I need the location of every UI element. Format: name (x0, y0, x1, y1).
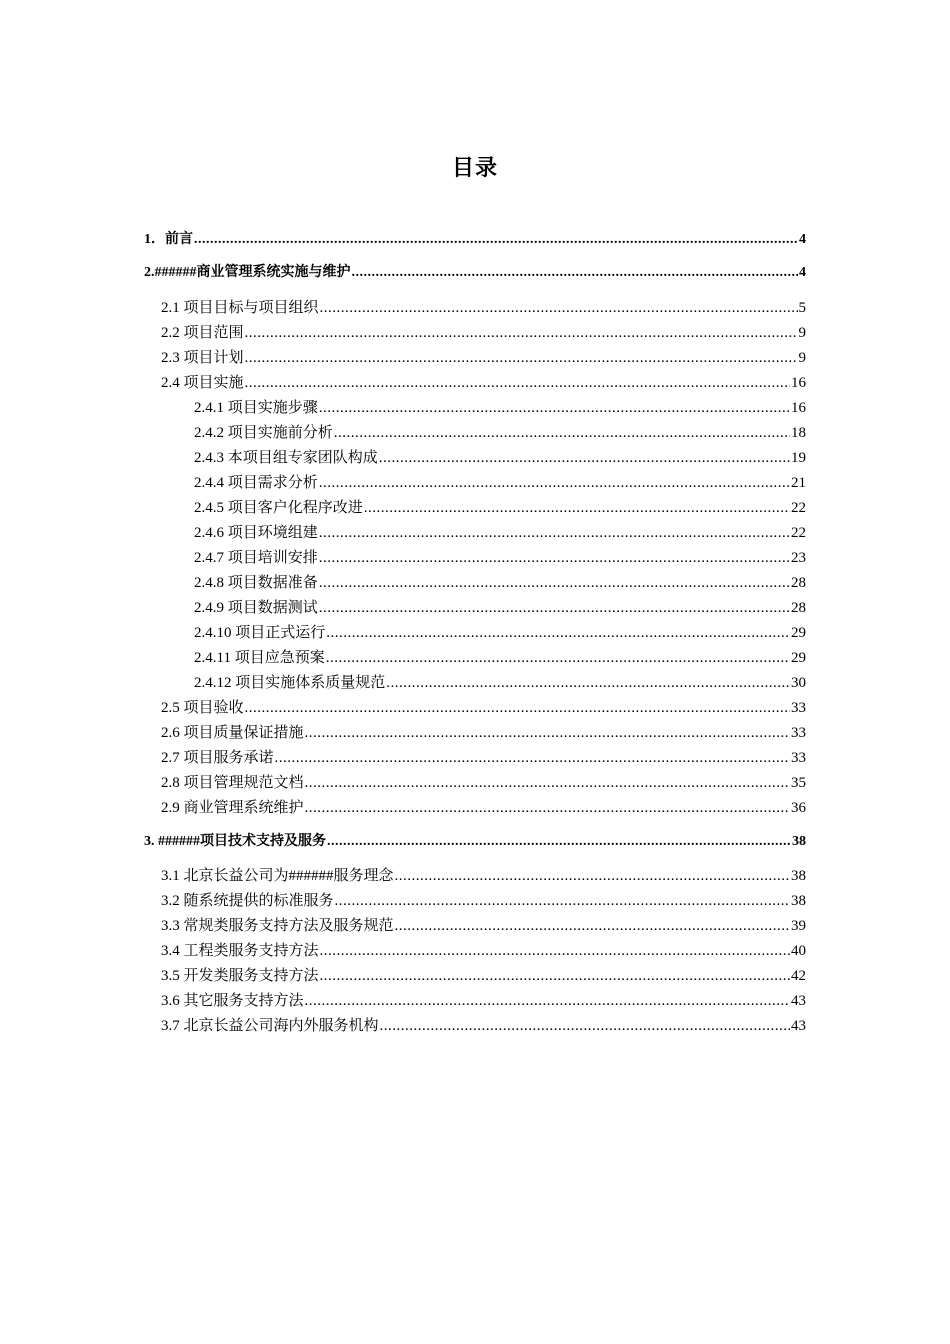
toc-leader-dots (380, 1014, 790, 1039)
toc-entry[interactable] (194, 496, 806, 521)
toc-entry-page-number: 40 (791, 943, 806, 959)
toc-entry-label: 3. ######项目技术支持及服务 (144, 834, 326, 849)
toc-leader-dots (395, 914, 790, 939)
toc-entry-page-number: 43 (791, 993, 806, 1009)
toc-entry[interactable] (161, 746, 806, 771)
toc-leader-dots (319, 546, 790, 571)
toc-entry-page-number: 28 (791, 575, 806, 591)
toc-leader-dots (335, 889, 790, 914)
toc-entry-label: 1．前言 (144, 232, 193, 247)
toc-entry[interactable] (161, 889, 806, 914)
toc-entry-page-number: 4 (799, 265, 806, 280)
toc-entry-page-number: 43 (791, 1018, 806, 1034)
toc-leader-dots (320, 296, 798, 321)
toc-leader-dots (245, 371, 790, 396)
toc-entry-label: 3.6 其它服务支持方法 (161, 993, 304, 1009)
toc-entry[interactable] (194, 521, 806, 546)
toc-leader-dots (379, 446, 790, 471)
toc-entry-label: 2.4.5 项目客户化程序改进 (194, 500, 363, 516)
toc-leader-dots (319, 571, 790, 596)
toc-leader-dots (305, 796, 790, 821)
toc-entry[interactable] (161, 371, 806, 396)
toc-entry[interactable] (161, 989, 806, 1014)
toc-entry-page-number: 39 (791, 918, 806, 934)
toc-leader-dots (327, 829, 791, 854)
toc-leader-dots (326, 646, 790, 671)
toc-entry-label: 2.5 项目验收 (161, 700, 244, 716)
toc-entry-label: 2.4.8 项目数据准备 (194, 575, 318, 591)
toc-entry-page-number: 22 (791, 500, 806, 516)
toc-leader-dots (386, 671, 790, 696)
toc-entry-label: 2.4.1 项目实施步骤 (194, 400, 318, 416)
toc-leader-dots (319, 396, 790, 421)
toc-leader-dots (320, 964, 790, 989)
toc-entry-label: 2.8 项目管理规范文档 (161, 775, 304, 791)
toc-leader-dots (319, 596, 790, 621)
toc-entry[interactable] (194, 571, 806, 596)
toc-entry-page-number: 38 (792, 834, 806, 849)
toc-entry[interactable] (194, 546, 806, 571)
toc-entry-page-number: 28 (791, 600, 806, 616)
toc-entry[interactable] (194, 621, 806, 646)
toc-entry-label: 2.4.7 项目培训安排 (194, 550, 318, 566)
toc-leader-dots (334, 421, 790, 446)
toc-entry-label: 3.7 北京长益公司海内外服务机构 (161, 1018, 379, 1034)
toc-entry[interactable] (144, 829, 806, 854)
toc-entry[interactable] (194, 421, 806, 446)
toc-entry-label: 2.3 项目计划 (161, 350, 244, 366)
toc-entry-page-number: 38 (791, 868, 806, 884)
toc-leader-dots (352, 260, 799, 285)
toc-leader-dots (319, 521, 790, 546)
toc-entry[interactable] (161, 864, 806, 889)
toc-entry-page-number: 38 (791, 893, 806, 909)
toc-entry[interactable] (194, 671, 806, 696)
toc-entry-page-number: 19 (791, 450, 806, 466)
toc-entry-page-number: 9 (798, 325, 806, 341)
toc-entry[interactable] (161, 321, 806, 346)
toc-title: 目录 (451, 156, 498, 181)
toc-entry-page-number: 9 (798, 350, 806, 366)
toc-entry[interactable] (194, 596, 806, 621)
toc-entry-page-number: 42 (791, 968, 806, 984)
toc-entry-page-number: 16 (791, 375, 806, 391)
toc-entry-label: 3.4 工程类服务支持方法 (161, 943, 319, 959)
toc-entry[interactable] (144, 227, 806, 252)
toc-entry[interactable] (161, 696, 806, 721)
toc-entry-label: 3.1 北京长益公司为######服务理念 (161, 868, 394, 884)
toc-entry-page-number: 21 (791, 475, 806, 491)
toc-entry-label: 2.1 项目目标与项目组织 (161, 300, 319, 316)
toc-entry-label: 2.4.9 项目数据测试 (194, 600, 318, 616)
toc-entry-label: 3.5 开发类服务支持方法 (161, 968, 319, 984)
toc-entry-page-number: 29 (791, 625, 806, 641)
toc-entry-page-number: 4 (799, 232, 806, 247)
toc-entry[interactable] (194, 471, 806, 496)
toc-entry-label: 2.4 项目实施 (161, 375, 244, 391)
toc-leader-dots (305, 771, 790, 796)
toc-entry[interactable] (161, 346, 806, 371)
toc-entry[interactable] (161, 796, 806, 821)
toc-entry-page-number: 33 (791, 750, 806, 766)
toc-entry-page-number: 36 (791, 800, 806, 816)
toc-entry-page-number: 18 (791, 425, 806, 441)
toc-entry-page-number: 30 (791, 675, 806, 691)
toc-entry-page-number: 23 (791, 550, 806, 566)
toc-leader-dots (194, 227, 798, 252)
toc-entry-page-number: 5 (798, 300, 806, 316)
toc-entry-label: 2.4.10 项目正式运行 (194, 625, 326, 641)
toc-entry[interactable] (161, 721, 806, 746)
toc-entry-label: 3.3 常规类服务支持方法及服务规范 (161, 918, 394, 934)
toc-entry-label: 2.9 商业管理系统维护 (161, 800, 304, 816)
toc-entry-label: 2.######商业管理系统实施与维护 (144, 265, 351, 280)
toc-entry-label: 2.6 项目质量保证措施 (161, 725, 304, 741)
toc-entry[interactable] (161, 296, 806, 321)
toc-entry[interactable] (161, 964, 806, 989)
toc-entry-label: 2.7 项目服务承诺 (161, 750, 274, 766)
toc-entry[interactable] (144, 260, 806, 285)
toc-entry-label: 2.2 项目范围 (161, 325, 244, 341)
toc-entry[interactable] (161, 1014, 806, 1039)
toc-entry-page-number: 35 (791, 775, 806, 791)
toc-entry[interactable] (161, 771, 806, 796)
toc-entry-page-number: 33 (791, 700, 806, 716)
toc-entry-label: 2.4.6 项目环境组建 (194, 525, 318, 541)
toc-leader-dots (305, 989, 790, 1014)
toc-entry-page-number: 33 (791, 725, 806, 741)
toc-entry-label: 2.4.11 项目应急预案 (194, 650, 325, 666)
toc-entry-label: 2.4.12 项目实施体系质量规范 (194, 675, 386, 691)
toc-entry-label: 2.4.4 项目需求分析 (194, 475, 318, 491)
toc-leader-dots (305, 721, 790, 746)
toc-leader-dots (320, 939, 790, 964)
toc-leader-dots (275, 746, 790, 771)
toc-entry-page-number: 29 (791, 650, 806, 666)
toc-leader-dots (326, 621, 790, 646)
toc-leader-dots (364, 496, 790, 521)
toc-entry[interactable] (194, 646, 806, 671)
toc-entry-label: 3.2 随系统提供的标准服务 (161, 893, 334, 909)
toc-leader-dots (395, 864, 790, 889)
toc-entry-page-number: 22 (791, 525, 806, 541)
toc-leader-dots (245, 346, 798, 371)
toc-entry[interactable] (161, 939, 806, 964)
toc-entry[interactable] (194, 396, 806, 421)
toc-leader-dots (319, 471, 790, 496)
toc-leader-dots (245, 696, 790, 721)
toc-entry-page-number: 16 (791, 400, 806, 416)
toc-entry-label: 2.4.3 本项目组专家团队构成 (194, 450, 378, 466)
toc-entry-label: 2.4.2 项目实施前分析 (194, 425, 333, 441)
toc-entry[interactable] (194, 446, 806, 471)
toc-leader-dots (245, 321, 798, 346)
toc-entry[interactable] (161, 914, 806, 939)
